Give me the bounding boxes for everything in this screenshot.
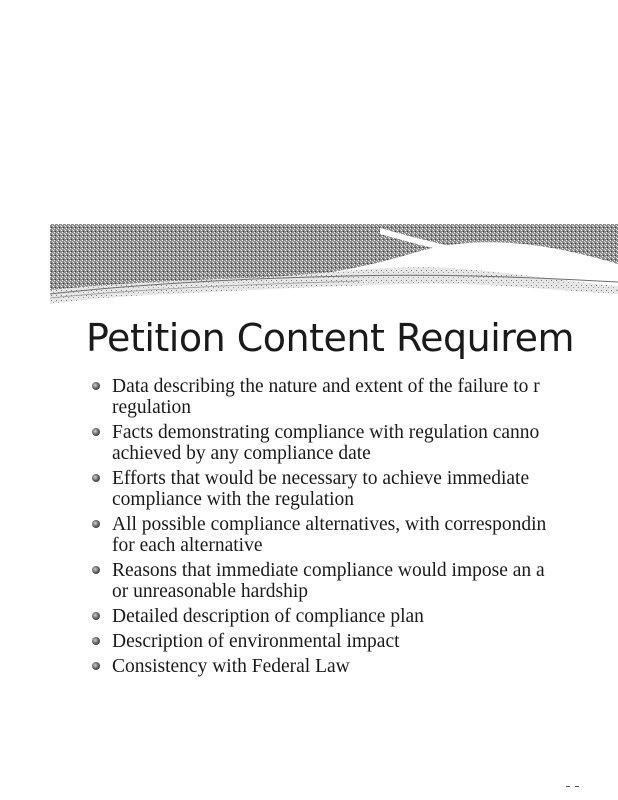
list-item <box>90 468 618 510</box>
bullet-icon <box>92 474 100 482</box>
list-item-text: Facts demonstrating compliance with regulation canno <box>112 422 540 443</box>
list-item <box>90 422 618 464</box>
bullet-icon <box>92 662 100 670</box>
list-item <box>90 656 618 677</box>
list-item-text: Consistency with Federal Law <box>112 656 350 677</box>
list-item-text: Data describing the nature and extent of the failure to r <box>112 376 540 397</box>
list-item-text: All possible compliance alternatives, with correspondin <box>112 514 547 535</box>
list-item-text: Efforts that would be necessary to achieve immediate <box>112 468 530 489</box>
scan-speck <box>575 786 579 787</box>
decorative-wave-banner <box>50 224 618 308</box>
bullet-icon <box>92 637 100 645</box>
bullet-icon <box>92 520 100 528</box>
list-item-text-continued: compliance with the regulation <box>112 489 355 510</box>
bullet-icon <box>92 428 100 436</box>
list-item-text: Reasons that immediate compliance would impose an a <box>112 560 545 581</box>
list-item <box>90 606 618 627</box>
list-item <box>90 560 618 602</box>
bullet-icon <box>92 612 100 620</box>
list-item <box>90 514 618 556</box>
bullet-icon <box>92 566 100 574</box>
requirements-list <box>90 376 618 681</box>
bullet-icon <box>92 382 100 390</box>
list-item-text-continued: for each alternative <box>112 535 263 556</box>
list-item-text-continued: regulation <box>112 397 192 418</box>
list-item <box>90 631 618 652</box>
list-item <box>90 376 618 418</box>
list-item-text-continued: or unreasonable hardship <box>112 581 309 602</box>
scan-speck <box>566 786 570 787</box>
list-item-text: Description of environmental impact <box>112 631 400 652</box>
list-item-text: Detailed description of compliance plan <box>112 606 424 627</box>
list-item-text-continued: achieved by any compliance date <box>112 443 371 464</box>
slide-title: Petition Content Requirem <box>86 316 574 360</box>
